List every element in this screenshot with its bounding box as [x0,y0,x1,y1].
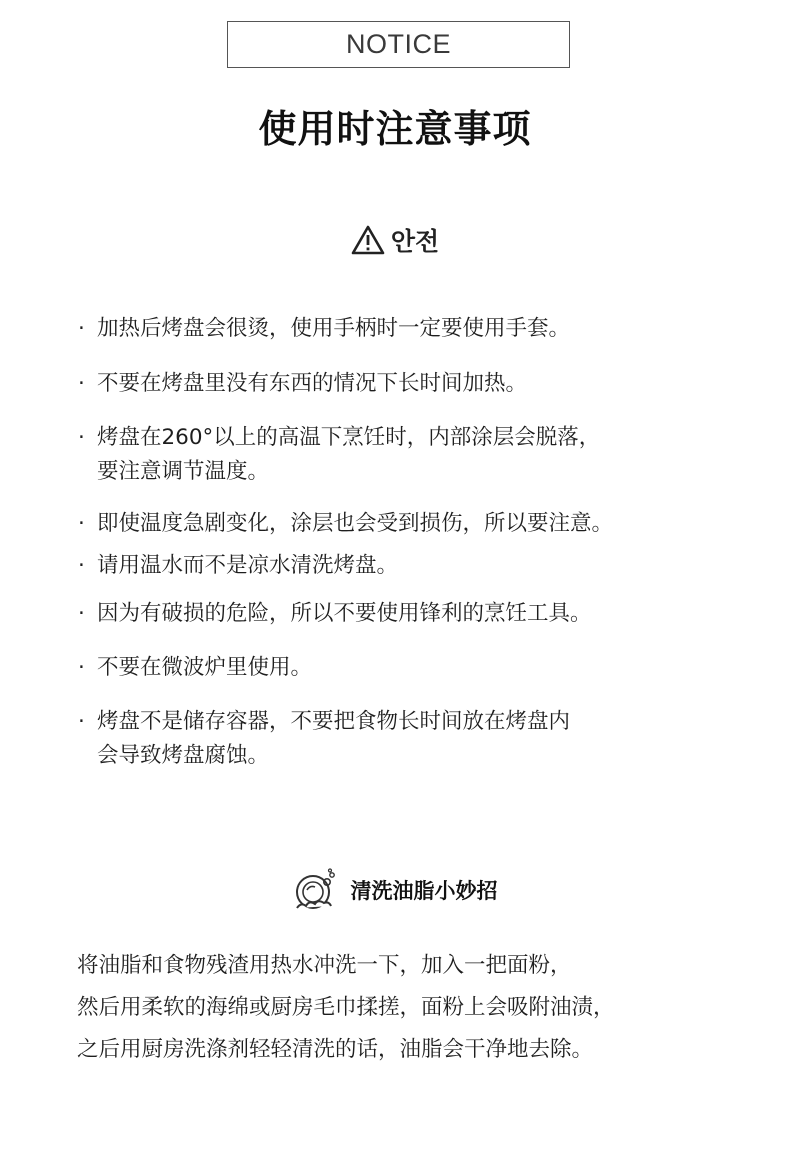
list-item [78,549,768,583]
bullet: · [78,601,85,626]
note-text: 请用温水而不是凉水清洗烤盘。 [97,553,399,578]
tips-title: 清洗油脂小妙招 [350,879,498,903]
tips-body: 将油脂和食物残渣用热水冲洗一下，加入一把面粉， 然后用柔软的海绵或厨房毛巾揉搓，面粉上会吸附油渍， 之后用厨房洗涤剂轻轻清洗的话，油脂会干净地去除。 [77,953,615,1062]
notice-label: NOTICE [345,29,451,59]
list-item [78,651,768,685]
caution-label: 안전 [390,227,440,256]
list-item [78,312,768,346]
list-item [78,367,768,401]
page-title: 使用时注意事项 [258,107,532,151]
list-item [78,421,768,489]
note-text: 不要在微波炉里使用。 [97,655,313,680]
bullet: · [78,316,85,341]
bullet: · [78,371,85,396]
washing-bubbles-icon [293,868,339,912]
bullet: · [78,709,85,734]
bullet: · [78,553,85,578]
note-text: 即使温度急剧变化，涂层也会受到损伤，所以要注意。 [97,511,614,536]
list-item [78,705,768,773]
note-text: 加热后烤盘会很烫，使用手柄时一定要使用手套。 [97,316,571,341]
note-text: 烤盘在260°以上的高温下烹饪时，内部涂层会脱落， 要注意调节温度。 [97,425,601,484]
bullet: · [78,511,85,536]
caution-heading [0,222,790,258]
list-item [78,597,768,631]
bullet: · [78,425,85,450]
list-item [78,507,768,541]
notice-label-box [227,21,570,68]
warning-triangle-icon [351,225,385,255]
bullet: · [78,655,85,680]
note-text: 不要在烤盘里没有东西的情况下长时间加热。 [97,371,528,396]
note-text: 烤盘不是储存容器，不要把食物长时间放在烤盘内 会导致烤盘腐蚀。 [97,709,571,768]
note-text: 因为有破损的危险，所以不要使用锋利的烹饪工具。 [97,601,592,626]
tips-heading [0,868,790,912]
